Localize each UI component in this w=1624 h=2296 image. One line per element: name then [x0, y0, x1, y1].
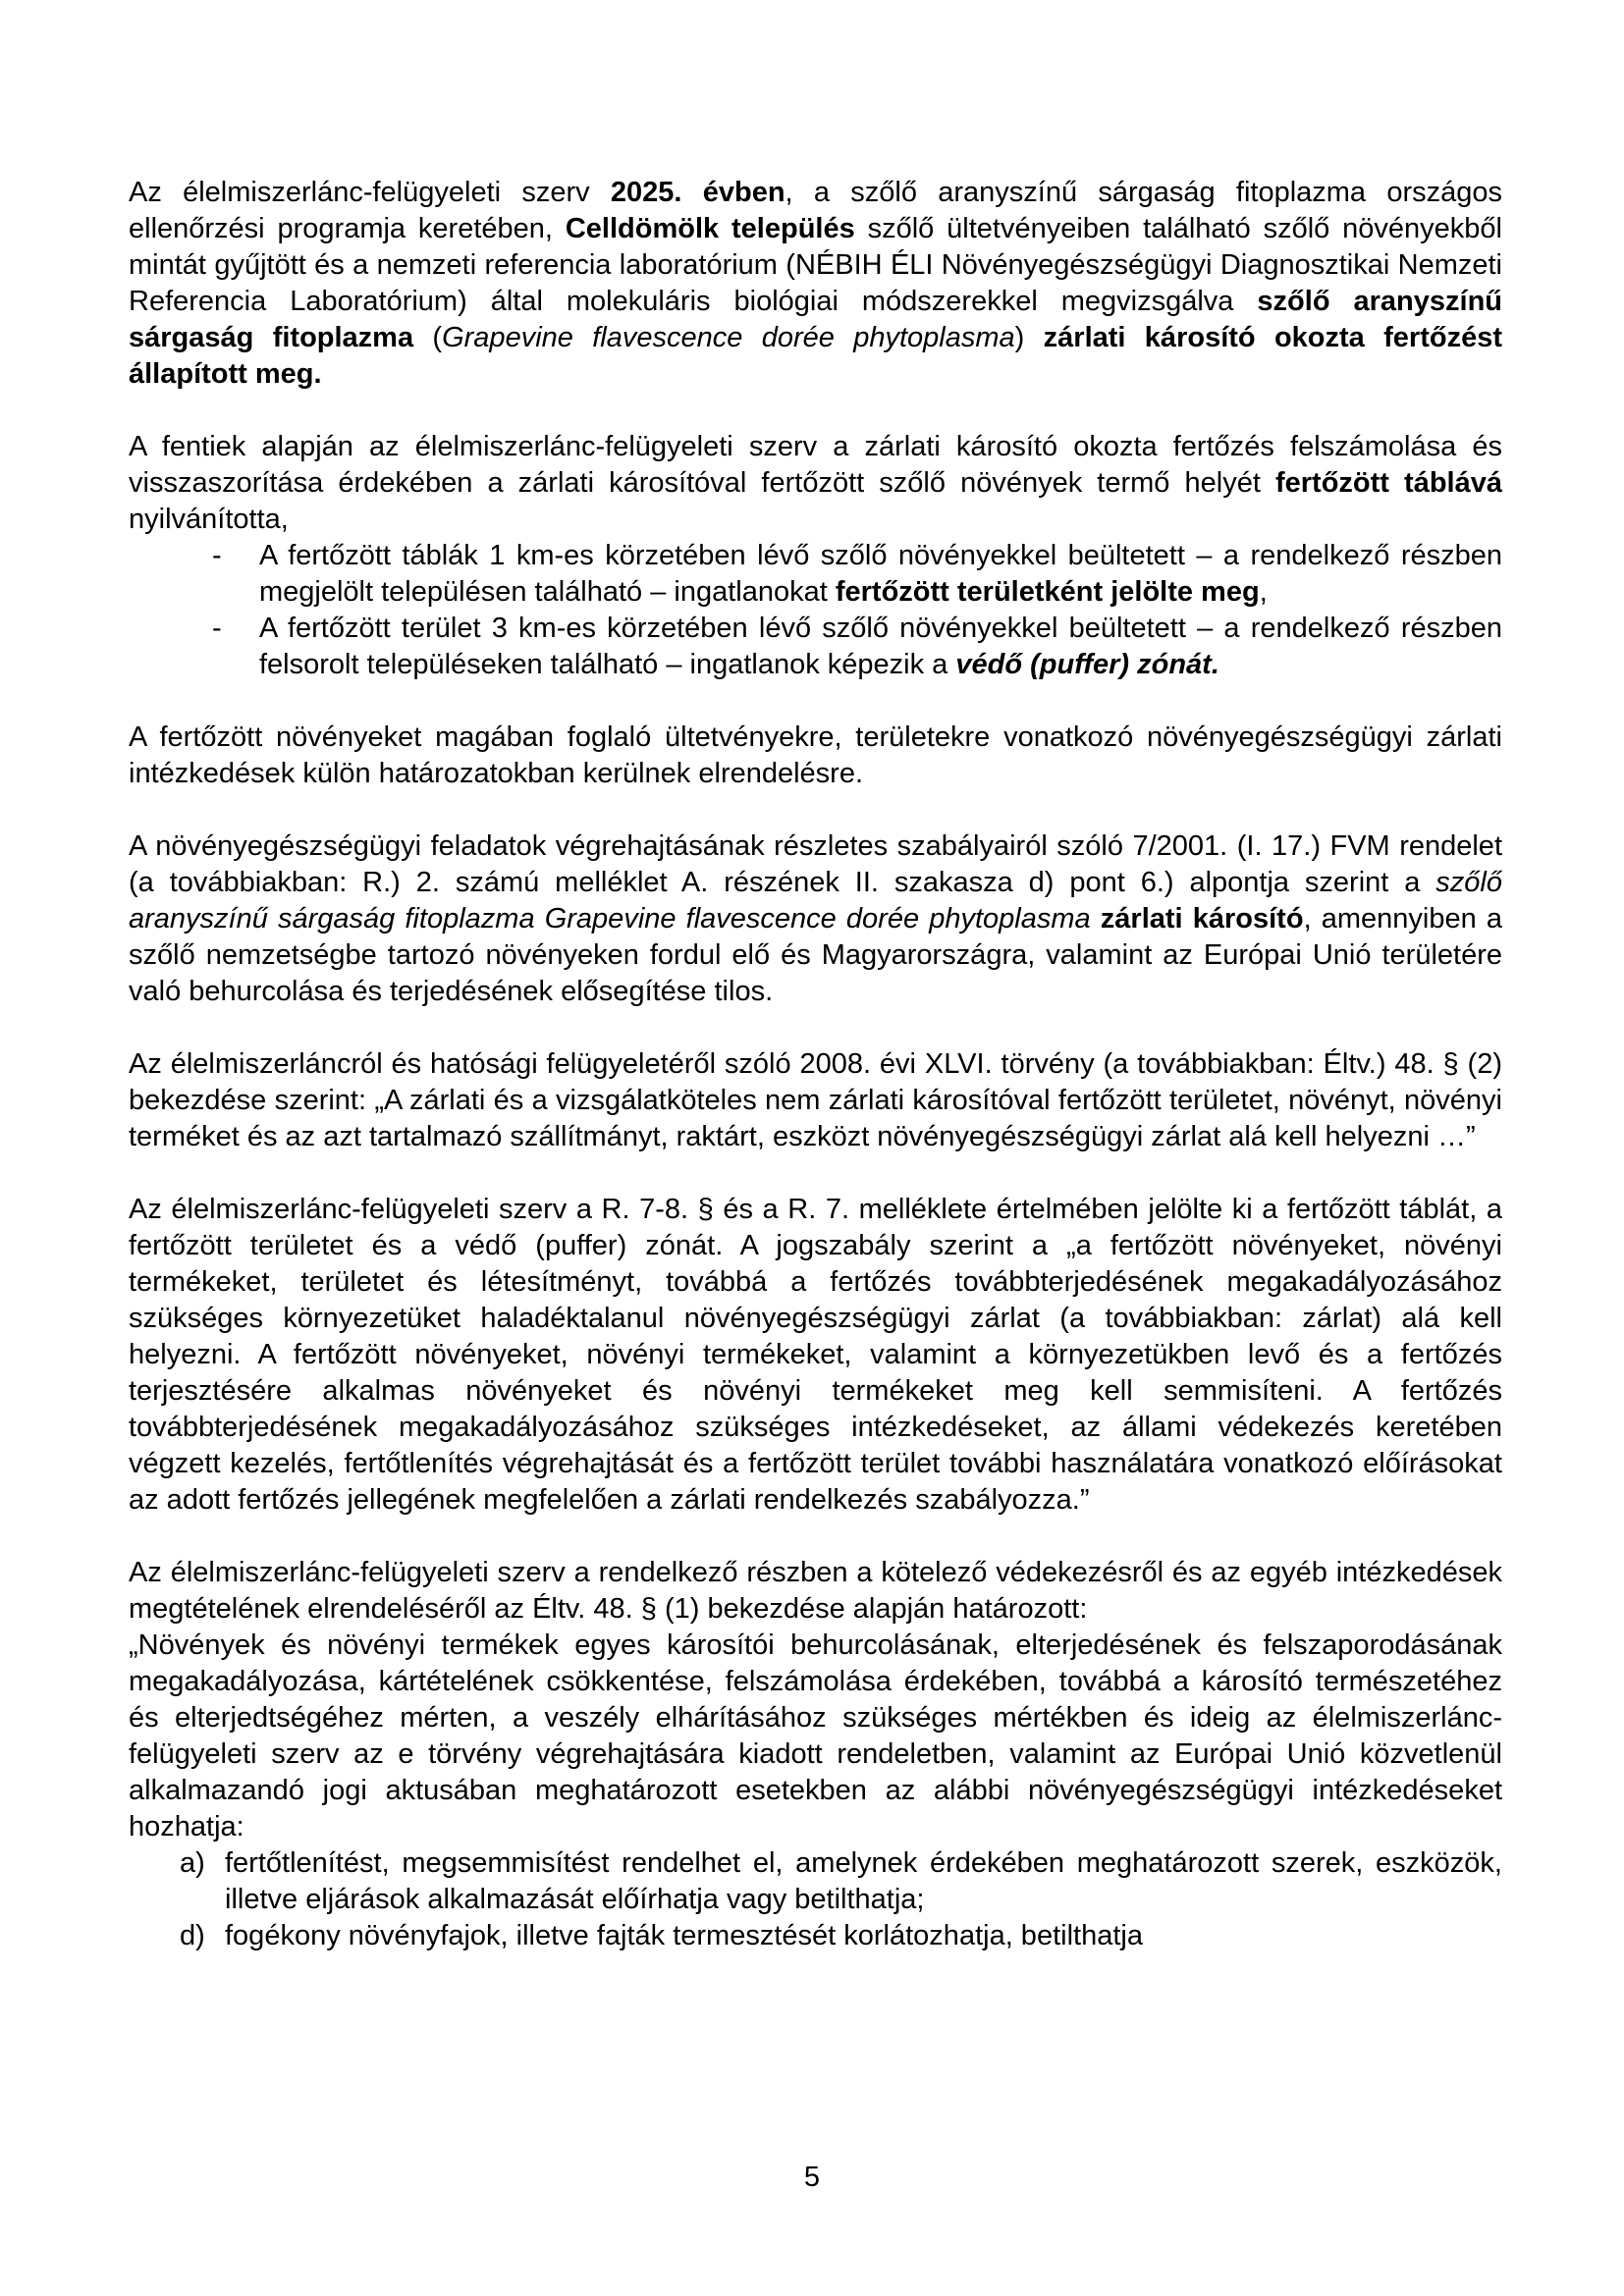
text-run: fertőtlenítést, megsemmisítést rendelhet el, amelynek érdekében meghatározott szerek, eszközök, illetve eljárások alkalmazását előírhatja vagy betilthatja; [225, 1847, 1502, 1915]
text-run: ) [1014, 322, 1044, 353]
list-item-text [259, 538, 1502, 611]
list-marker: - [212, 613, 222, 644]
list-marker: - [212, 540, 222, 571]
list-item [129, 538, 1502, 611]
text-run: Az élelmiszerlánc-felügyeleti szerv [129, 177, 611, 208]
text-run: szőlő ültetvényeiben található szőlő növényekből mintát gyűjtött és a nemzeti referencia laboratórium (NÉBIH ÉLI Növényegészségügyi Diagnosztikai Nemzeti Referencia Laboratórium) által molekuláris biológiai módszerekkel megvizsgálva [129, 213, 1502, 317]
paragraph [129, 1046, 1502, 1155]
text-run: szőlő aranyszínű sárgaság fitoplazma [129, 286, 1503, 353]
text-run: , [1259, 576, 1268, 608]
list-item-text [225, 1845, 1502, 1918]
paragraph-gap [129, 1010, 1502, 1046]
page-footer [0, 2160, 1624, 2196]
paragraph [129, 1192, 1502, 1519]
list-item-text [259, 611, 1502, 683]
text-run: „Növények és növényi termékek egyes károsítói behurcolásának, elterjedésének és felszaporodásának megakadályozása, kártételének csökkentése, felszámolása érdekében, továbbá a károsító természetéhez és elterjedtségéhez mérten, a veszély elhárításához szükséges mértékben és ideig az élelmiszerlánc-felügyeleti szerv az e törvény végrehajtására kiadott rendeletben, valamint az Európai Unió közvetlenül alkalmazandó jogi aktusában meghatározott esetekben az alábbi növényegészségügyi intézkedéseket hozhatja: [129, 1629, 1502, 1842]
text-run: szőlő aranyszínű sárgaság fitoplazma Grapevine flavescence dorée phytoplasma [129, 867, 1502, 934]
text-run: fertőzött területként jelölte meg [835, 576, 1260, 608]
text-run: , a szőlő aranyszínű sárgaság fitoplazma országos ellenőrzési programja keretében, [129, 177, 1502, 244]
text-run: nyilvánította, [129, 504, 289, 535]
paragraph-gap [129, 1519, 1502, 1555]
paragraph [129, 1628, 1502, 1845]
text-run: A fertőzött növényeket magában foglaló ültetvényekre, területekre vonatkozó növényegészségügyi zárlati intézkedések külön határozatokban kerülnek elrendelésre. [129, 721, 1502, 789]
text-run: A fentiek alapján az élelmiszerlánc-felügyeleti szerv a zárlati károsító okozta fertőzés felszámolása és visszaszorítása érdekében a zárlati károsítóval fertőzött szőlő növények termő helyét [129, 431, 1502, 499]
text-run: Az élelmiszerlánc-felügyeleti szerv a R. 7-8. § és a R. 7. melléklete értelmében jelölte ki a fertőzött táblát, a fertőzött területet és a védő (puffer) zónát. A jogszabály szerint a „a fertőzött növényeket, növényi termékeket, területet és létesítményt, továbbá a fertőzés továbbterjedésének megakadályozásához szükséges környezetüket haladéktalanul növényegészségügyi zárlat (a továbbiakban: zárlat) alá kell helyezni. A fertőzött növényeket, növényi termékeket, valamint a környezetükben levő és a fertőzés terjesztésére alkalmas növényeket és növényi termékeket meg kell semmisíteni. A fertőzés továbbterjedésének megakadályozásához szükséges intézkedéseket, az állami védekezés keretében végzett kezelés, fertőtlenítés végrehajtását és a fertőzött terület további használatára vonatkozó előírásokat az adott fertőzés jellegének megfelelően a zárlati rendelkezés szabályozza.” [129, 1194, 1502, 1516]
paragraph-gap [129, 792, 1502, 828]
text-run: ( [413, 322, 443, 353]
text-run: 2025. évben [610, 177, 785, 208]
text-run: zárlati károsító okozta fertőzést állapított meg. [129, 322, 1502, 390]
text-run: védő (puffer) zónát. [955, 649, 1219, 680]
paragraph-gap [129, 393, 1502, 429]
text-run: Celldömölk település [565, 213, 855, 244]
text-run [1091, 903, 1101, 934]
paragraph-gap [129, 683, 1502, 720]
paragraph [129, 429, 1502, 538]
text-run: , amennyiben a szőlő nemzetségbe tartozó növényeken fordul elő és Magyarországra, valamint az Európai Unió területére való behurcolása és terjedésének elősegítése tilos. [129, 903, 1503, 1007]
paragraph [129, 175, 1502, 393]
list-item [129, 611, 1502, 683]
list-marker: d) [180, 1920, 205, 1951]
list-marker: a) [180, 1847, 205, 1879]
list-item [129, 1918, 1502, 1954]
text-run: Grapevine flavescence dorée phytoplasma [442, 322, 1015, 353]
text-run: A növényegészségügyi feladatok végrehajtásának részletes szabályairól szóló 7/2001. (I. 17.) FVM rendelet (a továbbiakban: R.) 2. számú melléklet A. részének II. szakasza d) pont 6.) alpontja szerint a [129, 830, 1502, 898]
paragraph-gap [129, 1155, 1502, 1192]
list-item [129, 1845, 1502, 1918]
letter-list [129, 1845, 1502, 1954]
page-number: 5 [803, 2162, 821, 2193]
text-run: zárlati károsító [1100, 903, 1304, 934]
paragraph [129, 828, 1502, 1010]
paragraph [129, 720, 1502, 792]
dash-list [129, 538, 1502, 683]
text-run: A fertőzött terület 3 km-es körzetében lévő szőlő növényekkel beültetett – a rendelkező részben felsorolt településeken található – ingatlanok képezik a [259, 613, 1502, 680]
text-run: Az élelmiszerlánc-felügyeleti szerv a rendelkező részben a kötelező védekezésről és az egyéb intézkedések megtételének elrendeléséről az Éltv. 48. § (1) bekezdése alapján határozott: [129, 1557, 1502, 1625]
text-run: fogékony növényfajok, illetve fajták termesztését korlátozhatja, betilthatja [225, 1920, 1143, 1951]
list-item-text [225, 1918, 1502, 1954]
document-content [129, 175, 1502, 1954]
paragraph [129, 1555, 1502, 1628]
text-run: Az élelmiszerláncról és hatósági felügyeletéről szóló 2008. évi XLVI. törvény (a továbbiakban: Éltv.) 48. § (2) bekezdése szerint: „A zárlati és a vizsgálatköteles nem zárlati károsítóval fertőzött területet, növényt, növényi terméket és az azt tartalmazó szállítmányt, raktárt, eszközt növényegészségügyi zárlat alá kell helyezni …” [129, 1048, 1502, 1152]
text-run: fertőzött táblává [1274, 467, 1502, 499]
text-run: A fertőzött táblák 1 km-es körzetében lévő szőlő növényekkel beültetett – a rendelkező részben megjelölt településen található – ingatlanokat [259, 540, 1502, 608]
